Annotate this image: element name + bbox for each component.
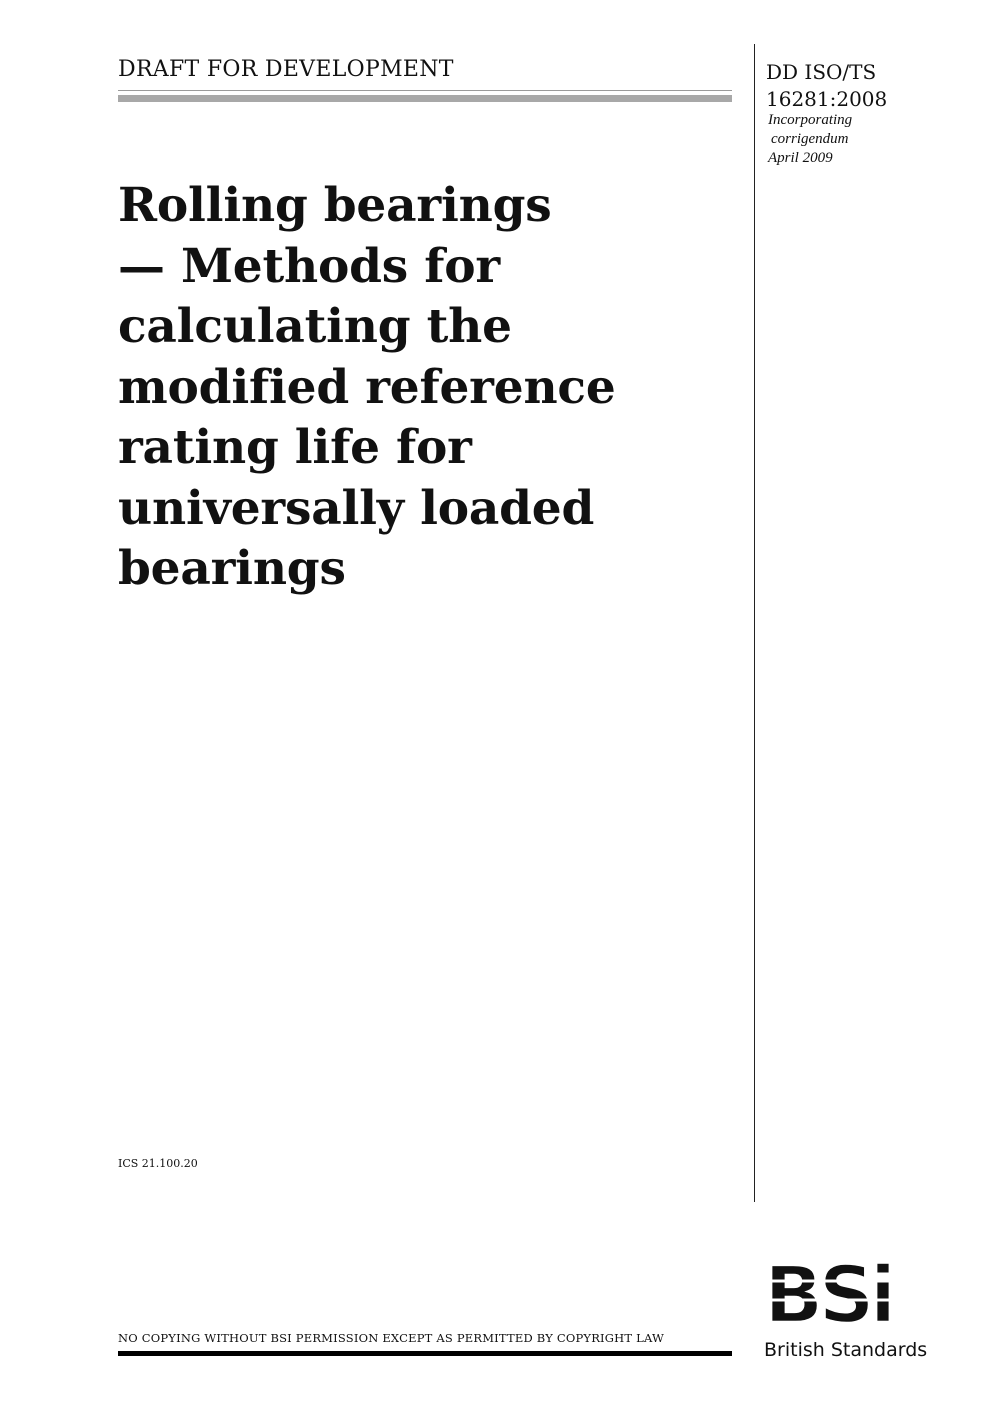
ics-code: ICS 21.100.20 [118, 1157, 198, 1170]
header-rule-thick [118, 95, 732, 102]
corrigendum-line-1: Incorporating [768, 112, 853, 128]
document-title [118, 176, 738, 600]
title-line: bearings [118, 541, 346, 596]
standard-number-line-2: 16281:2008 [766, 87, 888, 111]
corrigendum-line-3: April 2009 [768, 150, 833, 166]
corrigendum-note [768, 111, 852, 168]
standard-number [766, 59, 887, 113]
title-line: Rolling bearings [118, 178, 552, 233]
svg-text:BSi: BSi [764, 1255, 892, 1341]
corrigendum-line-2: corrigendum [771, 131, 849, 147]
bsi-caption: British Standards [764, 1339, 928, 1361]
header-label: DRAFT FOR DEVELOPMENT [118, 57, 454, 82]
column-divider [754, 44, 755, 1202]
title-line: — Methods for [118, 238, 500, 294]
title-line: modified reference [118, 359, 616, 415]
footer-rule [118, 1351, 732, 1356]
copyright-notice: NO COPYING WITHOUT BSI PERMISSION EXCEPT AS PERMITTED BY COPYRIGHT LAW [118, 1331, 665, 1345]
standard-number-line-1: DD ISO/TS [766, 60, 877, 84]
header-rule-thin [118, 90, 732, 91]
title-line: rating life for [118, 420, 472, 475]
title-line: calculating the [118, 299, 512, 354]
title-line: universally loaded [118, 480, 595, 536]
